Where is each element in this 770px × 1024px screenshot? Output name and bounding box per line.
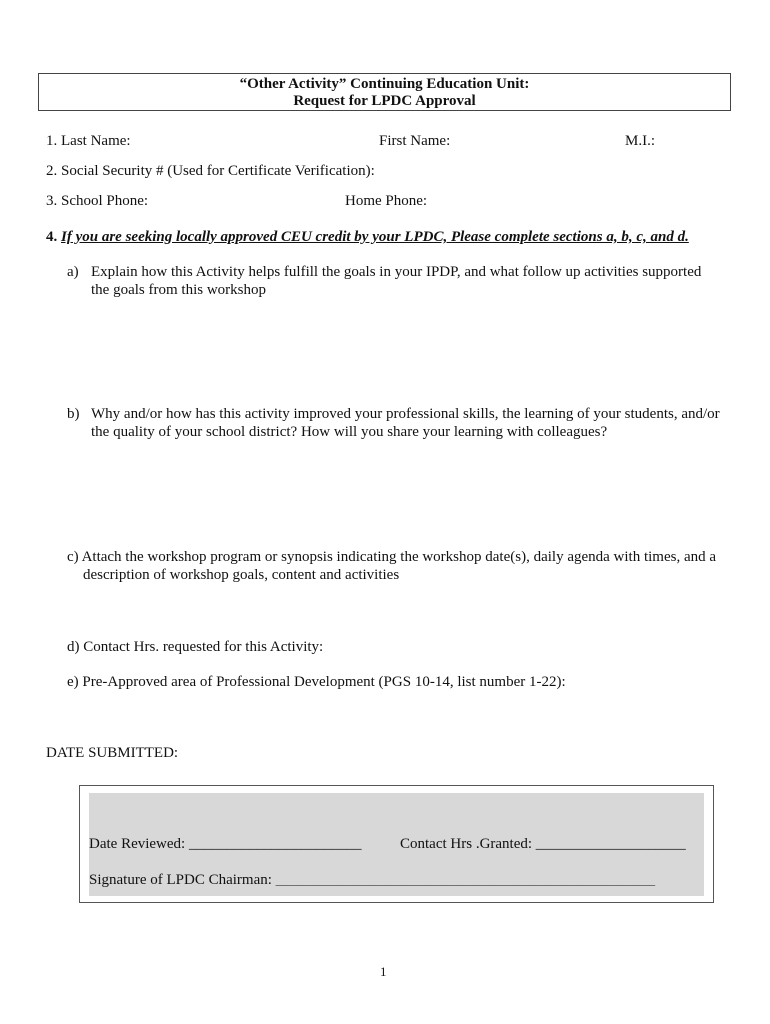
section-4-number: 4. — [46, 229, 58, 245]
item-a — [67, 263, 727, 303]
item-b — [67, 405, 727, 445]
item-e: e) Pre-Approved area of Professional Development (PGS 10-14, list number 1-22): — [67, 674, 566, 690]
school-phone-label: 3. School Phone: — [46, 193, 149, 209]
signature-label: Signature of LPDC Chairman: — [89, 872, 276, 888]
item-a-line2: the goals from this workshop — [91, 282, 266, 298]
form-title-line2: Request for LPDC Approval — [293, 93, 476, 109]
form-title-line1: “Other Activity” Continuing Education Unit: — [239, 76, 530, 92]
contact-hrs-granted-field: Contact Hrs .Granted: ____________________ — [400, 836, 686, 852]
item-b-line2: the quality of your school district? How will you share your learning with colleagues? — [91, 424, 608, 440]
section-4-instruction: If you are seeking locally approved CEU credit by your LPDC, Please complete sections a, b, c, and d. — [61, 229, 689, 245]
item-b-line1: Why and/or how has this activity improved your professional skills, the learning of your students, and/or — [91, 406, 720, 422]
signature-field — [89, 871, 655, 890]
item-c-line2: description of workshop goals, content and activities — [83, 567, 400, 583]
first-name-label: First Name: — [379, 133, 451, 149]
date-submitted-label: DATE SUBMITTED: — [46, 745, 179, 761]
section-4-heading — [46, 228, 689, 246]
item-a-label: a) — [67, 264, 79, 280]
last-name-label: 1. Last Name: — [46, 133, 131, 149]
date-reviewed-field: Date Reviewed: _______________________ — [89, 836, 362, 852]
lpdc-review-shaded-area — [89, 793, 704, 896]
item-b-label: b) — [67, 406, 80, 422]
lpdc-review-box — [79, 785, 714, 903]
form-title-box — [38, 73, 731, 111]
item-c — [67, 548, 727, 588]
middle-initial-label: M.I.: — [625, 133, 655, 149]
item-a-line1: Explain how this Activity helps fulfill the goals in your IPDP, and what follow up activities supported — [91, 264, 702, 280]
page-number: 1 — [380, 964, 387, 979]
item-d: d) Contact Hrs. requested for this Activity: — [67, 639, 324, 655]
signature-line: _____________________________________________________________________ — [275, 875, 656, 887]
item-c-line1: c) Attach the workshop program or synopsis indicating the workshop date(s), daily agenda with times, and a — [67, 549, 717, 565]
ssn-label: 2. Social Security # (Used for Certificate Verification): — [46, 163, 375, 179]
home-phone-label: Home Phone: — [345, 193, 428, 209]
